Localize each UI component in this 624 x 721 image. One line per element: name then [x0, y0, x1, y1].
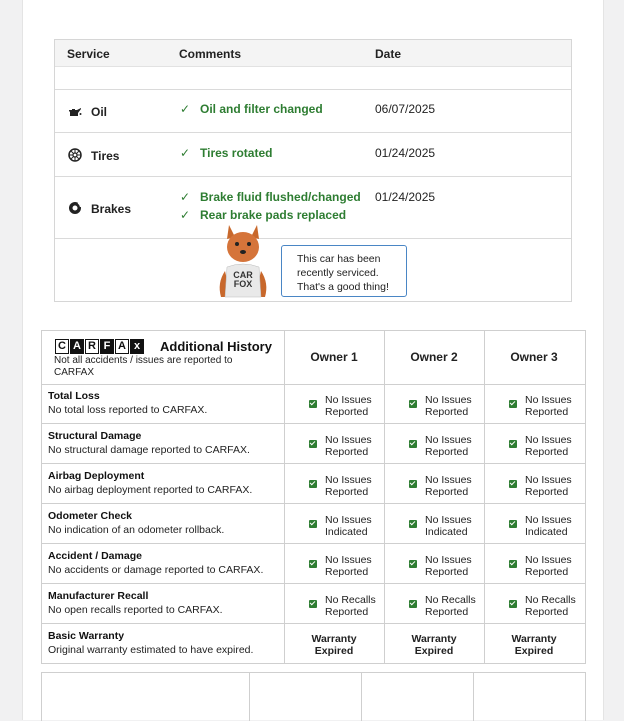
logo-letter: F	[100, 339, 114, 354]
check-icon	[309, 440, 317, 448]
history-row-manufacturer-recall: Manufacturer Recall No open recalls reported to CARFAX.	[48, 590, 223, 616]
logo-letter: C	[55, 339, 69, 354]
check-icon: ✓	[180, 146, 191, 160]
shirt-text-line2: FOX	[233, 279, 253, 289]
check-icon	[309, 560, 317, 568]
service-date: 06/07/2025	[375, 102, 436, 116]
check-icon	[509, 480, 517, 488]
history-row-structural-damage: Structural Damage No structural damage reported to CARFAX.	[48, 430, 250, 456]
check-icon	[509, 520, 517, 528]
history-title: Additional History	[160, 339, 272, 354]
check-icon	[409, 400, 417, 408]
service-row-tires	[55, 132, 571, 177]
check-icon	[409, 600, 417, 608]
history-row-basic-warranty: Basic Warranty Original warranty estimated to have expired.	[48, 630, 254, 656]
service-comment: ✓ Brake fluid flushed/changed	[180, 190, 361, 204]
brake-icon	[68, 201, 82, 215]
tire-icon	[68, 148, 82, 162]
service-header: Service	[67, 47, 110, 61]
service-name: Oil	[91, 105, 108, 119]
check-icon: ✓	[180, 208, 191, 222]
owner-1-header: Owner 1	[310, 350, 358, 364]
additional-history-table: C A R F A x Additional History Not all accidents / issues are reported to CARFAX Owner 1 Owner 2 Owner 3 Total Loss No total loss reported to CARFAX. No Issues Reported No Issues Reported No Issues Reported Structural Damage No structural damage reported to CARFAX. No Issues Reported No Issues Reported No Issues Reported Airbag Deployment No airbag deployment reported to CARFAX. No Issues Reported No Issues Reported No Issues Reported Odometer Check No indication of an odometer rollback. No Issues Indicated No Issues Indicated No Issues Indicated Accident / Damage No accidents or damage reported to CARFAX. No Issues Reported No Issues Reported No Issues Reported Manufacturer Recall No open recalls reported to CARFAX. No Recalls Reported No Recalls Reported No Recalls Reported Basic Warranty Original warranty estimated to have expired. Warranty Expired Warranty Expired Warranty Expired	[41, 330, 586, 664]
check-icon	[509, 560, 517, 568]
history-row-airbag-deployment: Airbag Deployment No airbag deployment reported to CARFAX.	[48, 470, 253, 496]
service-date: 01/24/2025	[375, 190, 436, 204]
logo-letter: x	[130, 339, 144, 354]
check-icon	[409, 520, 417, 528]
history-row-accident-damage: Accident / Damage No accidents or damage reported to CARFAX.	[48, 550, 264, 576]
check-icon: ✓	[180, 190, 191, 204]
bubble-line: recently serviced.	[297, 267, 379, 279]
check-icon	[409, 480, 417, 488]
check-icon	[309, 400, 317, 408]
history-subtitle: Not all accidents / issues are reported to CARFAX	[54, 355, 233, 378]
warranty-cell: Warranty Expired	[411, 633, 457, 657]
check-icon	[309, 600, 317, 608]
service-row-oil	[55, 89, 571, 133]
next-section-table	[41, 672, 586, 721]
report-page	[22, 0, 604, 720]
oil-can-icon	[68, 105, 82, 119]
comments-header: Comments	[179, 47, 242, 61]
check-icon	[509, 400, 517, 408]
speech-bubble	[281, 245, 407, 297]
carfax-logo	[55, 339, 145, 354]
service-comment: ✓ Tires rotated	[180, 146, 273, 160]
service-comment: ✓ Rear brake pads replaced	[180, 208, 347, 222]
service-row-brakes	[55, 176, 571, 239]
history-row-odometer-check: Odometer Check No indication of an odometer rollback.	[48, 510, 225, 536]
check-icon	[309, 480, 317, 488]
shirt-text-line1: CAR	[233, 270, 253, 280]
warranty-cell: Warranty Expired	[311, 633, 357, 657]
car-fox-mascot	[213, 223, 273, 299]
check-icon	[409, 440, 417, 448]
service-name: Tires	[91, 149, 120, 163]
logo-letter: A	[115, 339, 129, 354]
service-table-header	[55, 40, 571, 67]
check-icon	[409, 560, 417, 568]
logo-letter: R	[85, 339, 99, 354]
service-date: 01/24/2025	[375, 146, 436, 160]
owner-2-header: Owner 2	[410, 350, 458, 364]
check-icon	[309, 520, 317, 528]
check-icon	[509, 600, 517, 608]
warranty-cell: Warranty Expired	[511, 633, 557, 657]
check-icon	[509, 440, 517, 448]
date-header: Date	[375, 47, 402, 61]
bubble-line: This car has been	[297, 253, 381, 265]
service-comment: ✓ Oil and filter changed	[180, 102, 323, 116]
owner-3-header: Owner 3	[510, 350, 558, 364]
service-name: Brakes	[91, 202, 132, 216]
logo-letter: A	[70, 339, 84, 354]
bubble-line: That's a good thing!	[297, 281, 389, 293]
check-icon: ✓	[180, 102, 191, 116]
history-row-total-loss: Total Loss No total loss reported to CARFAX.	[48, 390, 208, 416]
